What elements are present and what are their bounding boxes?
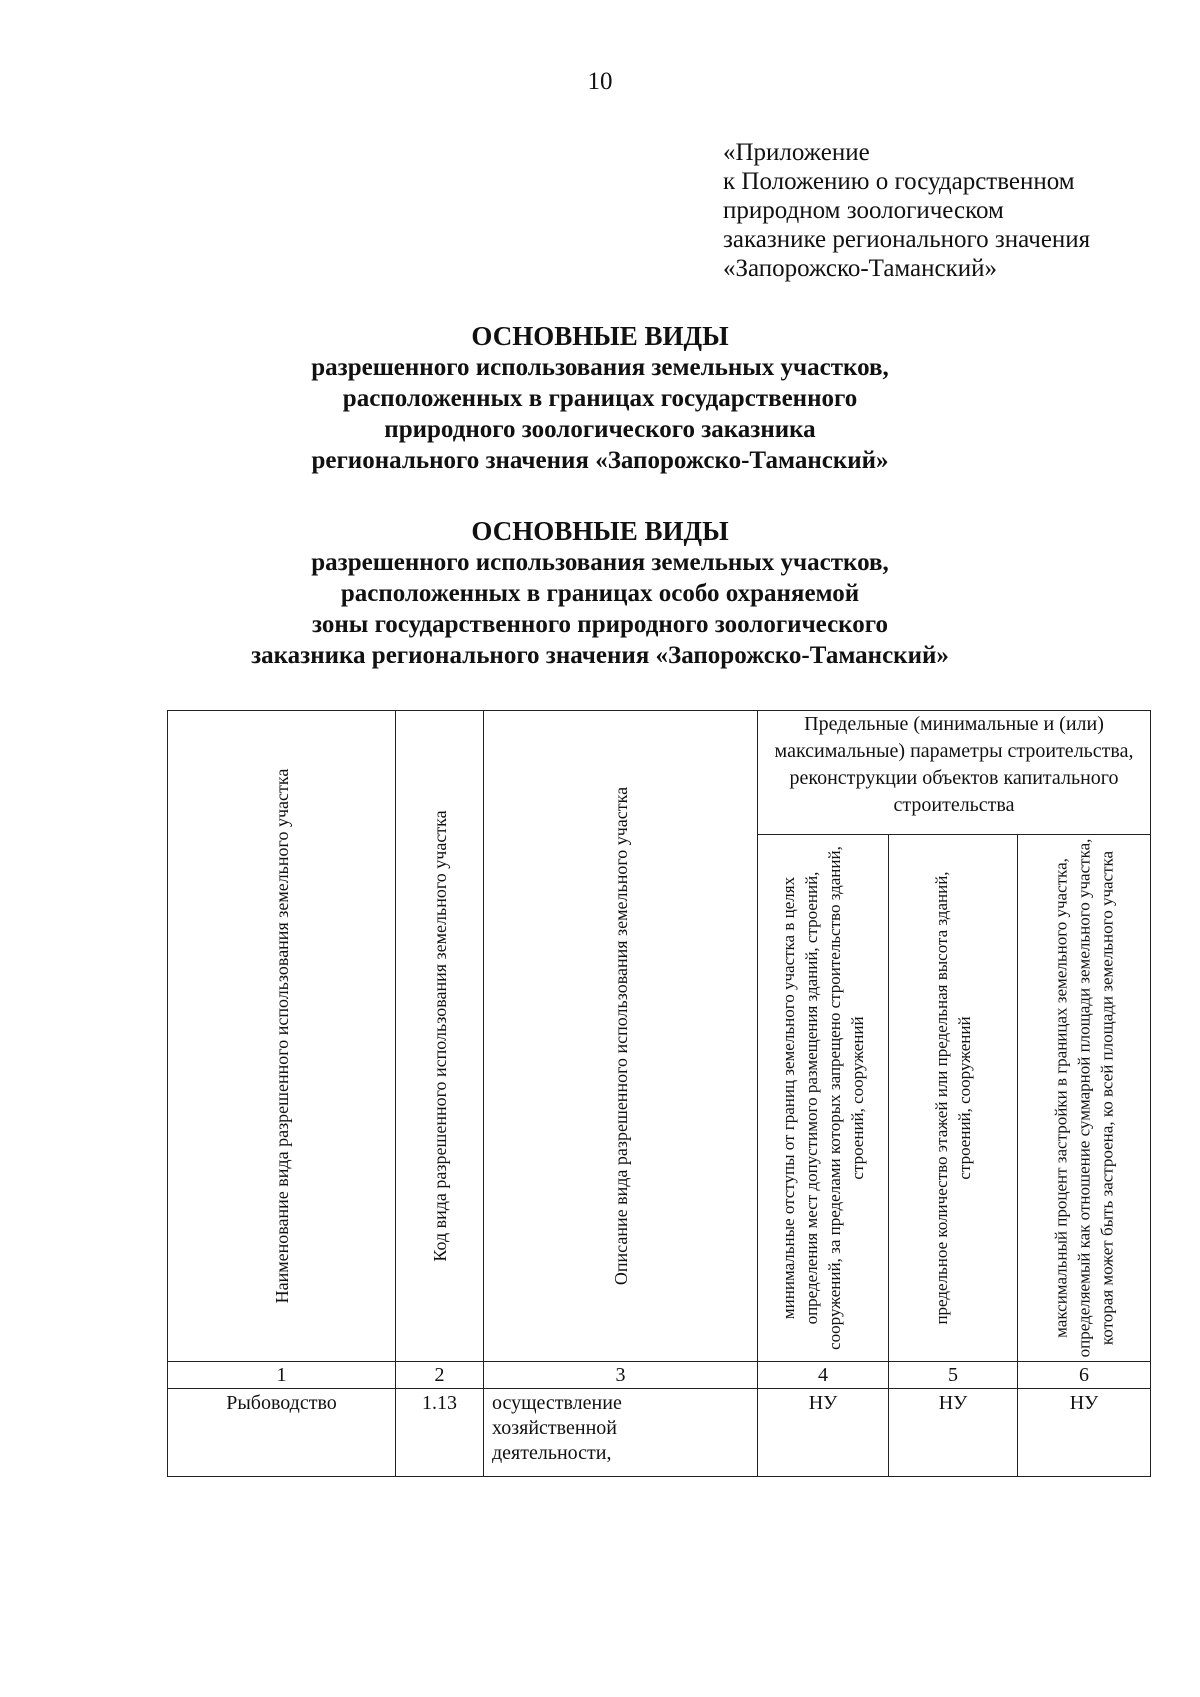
header-land-use-code-text: Код вида разрешенного использования земельного участка bbox=[429, 810, 450, 1262]
header-limit-parameters: Предельные (минимальные и (или) максимальные) параметры строительства, реконструкции объектов капитального строительства bbox=[758, 711, 1151, 835]
column-number: 1 bbox=[168, 1362, 396, 1389]
header-max-coverage bbox=[1018, 835, 1151, 1362]
header-land-use-description bbox=[484, 711, 758, 1362]
section-heading: ОСНОВНЫЕ ВИДЫ bbox=[471, 321, 729, 351]
section-subtitle-line: регионального значения «Запорожско-Таманский» bbox=[311, 447, 889, 474]
column-number: 2 bbox=[396, 1362, 484, 1389]
min-setbacks-cell: НУ bbox=[758, 1389, 889, 1477]
description-line: деятельности, bbox=[492, 1442, 612, 1464]
section-subtitle-line: заказника регионального значения «Запорожско-Таманский» bbox=[251, 642, 949, 669]
header-land-use-name bbox=[168, 711, 396, 1362]
header-min-setbacks-text: минимальные отступы от границ земельного участка в целях определения мест допустимого размещения зданий, строений, сооружений, за пределами которых запрещено строительство зданий, строений, сооружений bbox=[779, 846, 867, 1350]
header-max-floors bbox=[889, 835, 1018, 1362]
table-row bbox=[168, 1389, 1151, 1477]
appendix-note-line: «Приложение bbox=[723, 139, 870, 166]
appendix-note-line: заказнике регионального значения bbox=[723, 226, 1091, 253]
section-subtitle-line: природного зоологического заказника bbox=[384, 416, 816, 443]
header-land-use-code bbox=[396, 711, 484, 1362]
section-subtitle-line: зоны государственного природного зоологического bbox=[312, 611, 888, 638]
section-title-reserve bbox=[0, 320, 1200, 476]
land-use-code-cell: 1.13 bbox=[396, 1389, 484, 1477]
column-number: 4 bbox=[758, 1362, 889, 1389]
appendix-note-line: «Запорожско-Таманский» bbox=[723, 255, 998, 282]
header-land-use-name-text: Наименование вида разрешенного использования земельного участка bbox=[271, 768, 292, 1304]
section-subtitle-line: расположенных в границах особо охраняемой bbox=[340, 580, 860, 607]
land-use-description-cell bbox=[484, 1389, 758, 1477]
land-use-table bbox=[167, 710, 1151, 1477]
max-coverage-cell: НУ bbox=[1018, 1389, 1151, 1477]
header-max-floors-text: предельное количество этажей или предельная высота зданий, строений, сооружений bbox=[932, 871, 974, 1325]
header-max-coverage-text: максимальный процент застройки в границах земельного участка, определяемый как отношение суммарной площади земельного участка, которая может быть застроена, ко всей площади земельного участка bbox=[1051, 838, 1117, 1358]
section-subtitle-line: расположенных в границах государственного bbox=[342, 385, 858, 412]
column-number-row bbox=[168, 1362, 1151, 1389]
section-heading: ОСНОВНЫЕ ВИДЫ bbox=[471, 516, 729, 546]
column-number: 6 bbox=[1018, 1362, 1151, 1389]
page-number: 10 bbox=[587, 68, 613, 95]
description-line: хозяйственной bbox=[492, 1417, 617, 1439]
max-floors-cell: НУ bbox=[889, 1389, 1018, 1477]
header-min-setbacks bbox=[758, 835, 889, 1362]
table-header-row bbox=[168, 711, 1151, 835]
section-subtitle-line: разрешенного использования земельных участков, bbox=[311, 549, 889, 576]
section-title-protected-zone bbox=[0, 515, 1200, 671]
column-number: 3 bbox=[484, 1362, 758, 1389]
appendix-note-line: природном зоологическом bbox=[723, 197, 1004, 224]
description-line: осуществление bbox=[492, 1392, 622, 1414]
section-subtitle-line: разрешенного использования земельных участков, bbox=[311, 354, 889, 381]
land-use-name-cell: Рыбоводство bbox=[168, 1389, 396, 1477]
appendix-note-line: к Положению о государственном bbox=[723, 168, 1075, 195]
appendix-note bbox=[723, 138, 1183, 283]
header-land-use-description-text: Описание вида разрешенного использования земельного участка bbox=[610, 786, 631, 1286]
column-number: 5 bbox=[889, 1362, 1018, 1389]
